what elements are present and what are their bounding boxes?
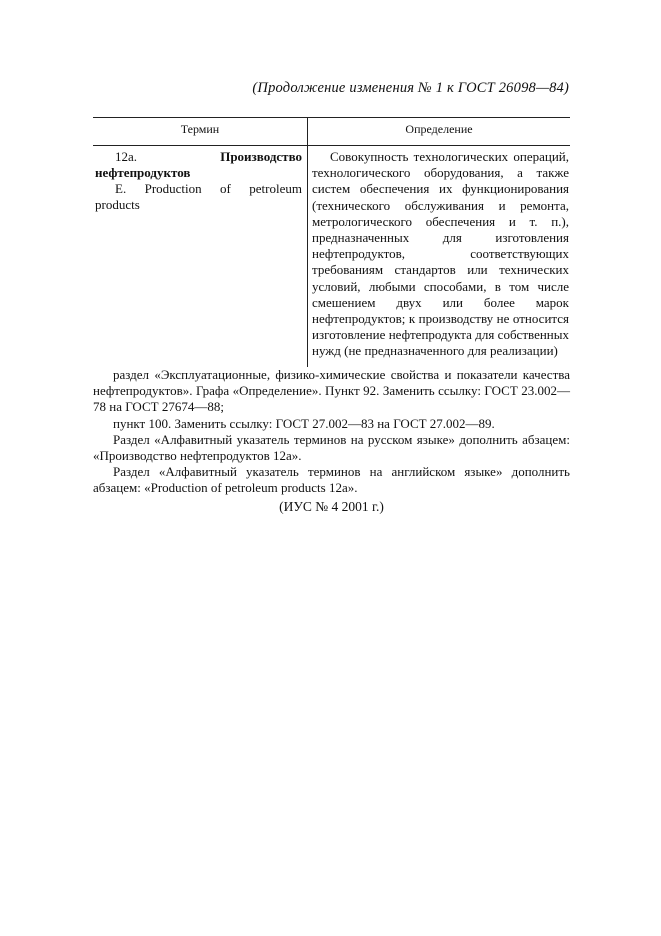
term-russian	[95, 149, 302, 181]
term-cell	[95, 149, 302, 213]
paragraph: Раздел «Алфавитный указатель терминов на русском языке» дополнить абзацем: «Производство нефтепродуктов 12а».	[93, 431, 570, 464]
body-text	[93, 367, 570, 497]
paragraph: Раздел «Алфавитный указатель терминов на английском языке» дополнить абзацем: «Production of petroleum products 12а».	[93, 464, 570, 496]
term-number: 12а.	[115, 149, 138, 164]
table-header-rule	[93, 145, 570, 146]
ius-reference: (ИУС № 4 2001 г.)	[279, 499, 384, 514]
paragraph: раздел «Эксплуатационные, физико-химические свойства и показатели качества нефтепродуктов». Графа «Определение». Пункт 92. Заменить ссылку: ГОСТ 23.002—78 на ГОСТ 27674—88;	[93, 367, 570, 415]
column-header-definition: Определение	[405, 122, 473, 136]
page-header: (Продолжение изменения № 1 к ГОСТ 26098—84)	[252, 80, 569, 96]
table-column-divider	[307, 117, 308, 367]
column-header-term: Термин	[180, 122, 220, 136]
term-english: E. Production of petroleum products	[95, 181, 302, 212]
table-top-rule	[93, 117, 570, 118]
term-title: Производство нефтепродуктов	[95, 149, 302, 180]
definition-cell: Совокупность технологических операций, технологического оборудования, а также систем обеспечения их функционирования (технического обслуживания и ремонта, метрологического обеспечения и т. п.), предназначенных для изготовления нефтепродуктов, соответствующих требованиям стандартов или технических условий, любыми способами, в том числе смешением двух или более марок нефтепродуктов; к производству не относится изготовление нефтепродукта для собственных нужд (не предназначенного для реализации)	[312, 149, 569, 359]
paragraph: пункт 100. Заменить ссылку: ГОСТ 27.002—83 на ГОСТ 27.002—89.	[113, 415, 495, 431]
